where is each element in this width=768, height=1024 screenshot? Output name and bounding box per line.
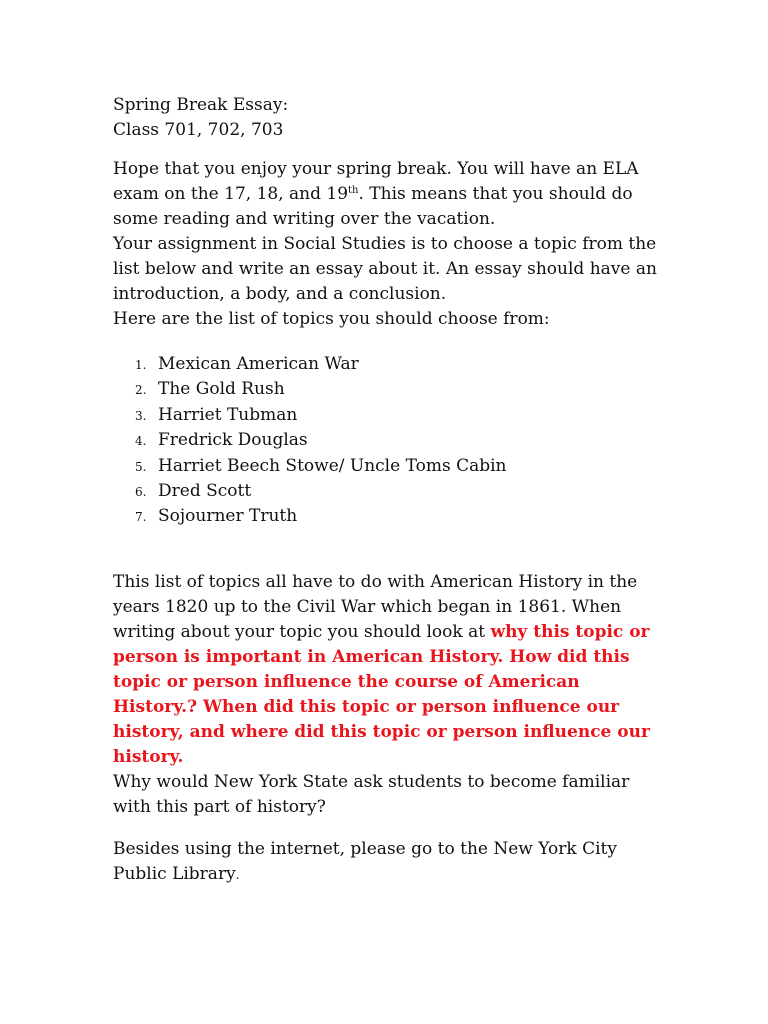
topic-label: Dred Scott: [158, 480, 252, 501]
list-number: 3.: [135, 408, 147, 423]
emphasis-text: why this topic or person is important in American History. How did this topic or person influence the course of American History.? When did this topic or person influence our history, and where did this topic or person influence our history.: [113, 621, 650, 767]
topic-label: Fredrick Douglas: [158, 430, 308, 451]
intro-paragraph: [113, 157, 668, 232]
list-number: 1.: [135, 358, 147, 372]
topic-label: Mexican American War: [158, 354, 359, 374]
list-number: 2.: [135, 383, 147, 398]
assignment-paragraph: Your assignment in Social Studies is to choose a topic from the list below and write an essay about it. An essay should have an introduction, a body, and a conclusion.: [113, 234, 657, 304]
topics-lead-in: Here are the list of topics you should choose from:: [113, 309, 550, 329]
list-item: [113, 479, 668, 504]
intro-text-part2: . This means that you should do some reading and writing over the vacation.: [113, 184, 633, 229]
list-number: 6.: [135, 484, 147, 499]
list-item: [113, 504, 668, 529]
ordinal-suffix: th: [348, 185, 359, 196]
intro-text-part1: Hope that you enjoy your spring break. You will have an ELA exam on the 17, 18, and 19: [113, 159, 639, 204]
topic-label: The Gold Rush: [158, 379, 285, 400]
topic-label: Sojourner Truth: [158, 506, 298, 527]
list-item: [113, 352, 668, 377]
class-list: Class 701, 702, 703: [113, 120, 284, 140]
list-item: [113, 403, 668, 428]
essay-title: Spring Break Essay:: [113, 95, 289, 115]
question-paragraph: Why would New York State ask students to become familiar with this part of history?: [113, 771, 630, 817]
list-item: [113, 454, 668, 479]
topic-label: Harriet Tubman: [158, 404, 298, 425]
body-paragraph: [113, 570, 668, 770]
list-item: [113, 377, 668, 402]
list-number: 5.: [135, 459, 147, 474]
list-number: 7.: [135, 510, 147, 525]
essay-heading: [113, 93, 668, 143]
list-number: 4.: [135, 434, 147, 449]
closing-text: Besides using the internet, please go to the New York City Public Library: [113, 838, 617, 884]
closing-period: .: [235, 867, 240, 882]
closing-paragraph: [113, 837, 668, 888]
topic-label: Harriet Beech Stowe/ Uncle Toms Cabin: [158, 455, 507, 476]
topic-list: [113, 352, 668, 530]
list-item: [113, 428, 668, 453]
body-text: This list of topics all have to do with American History in the years 1820 up to the Civil War which began in 1861. When writing about your topic you should look at: [113, 571, 638, 642]
